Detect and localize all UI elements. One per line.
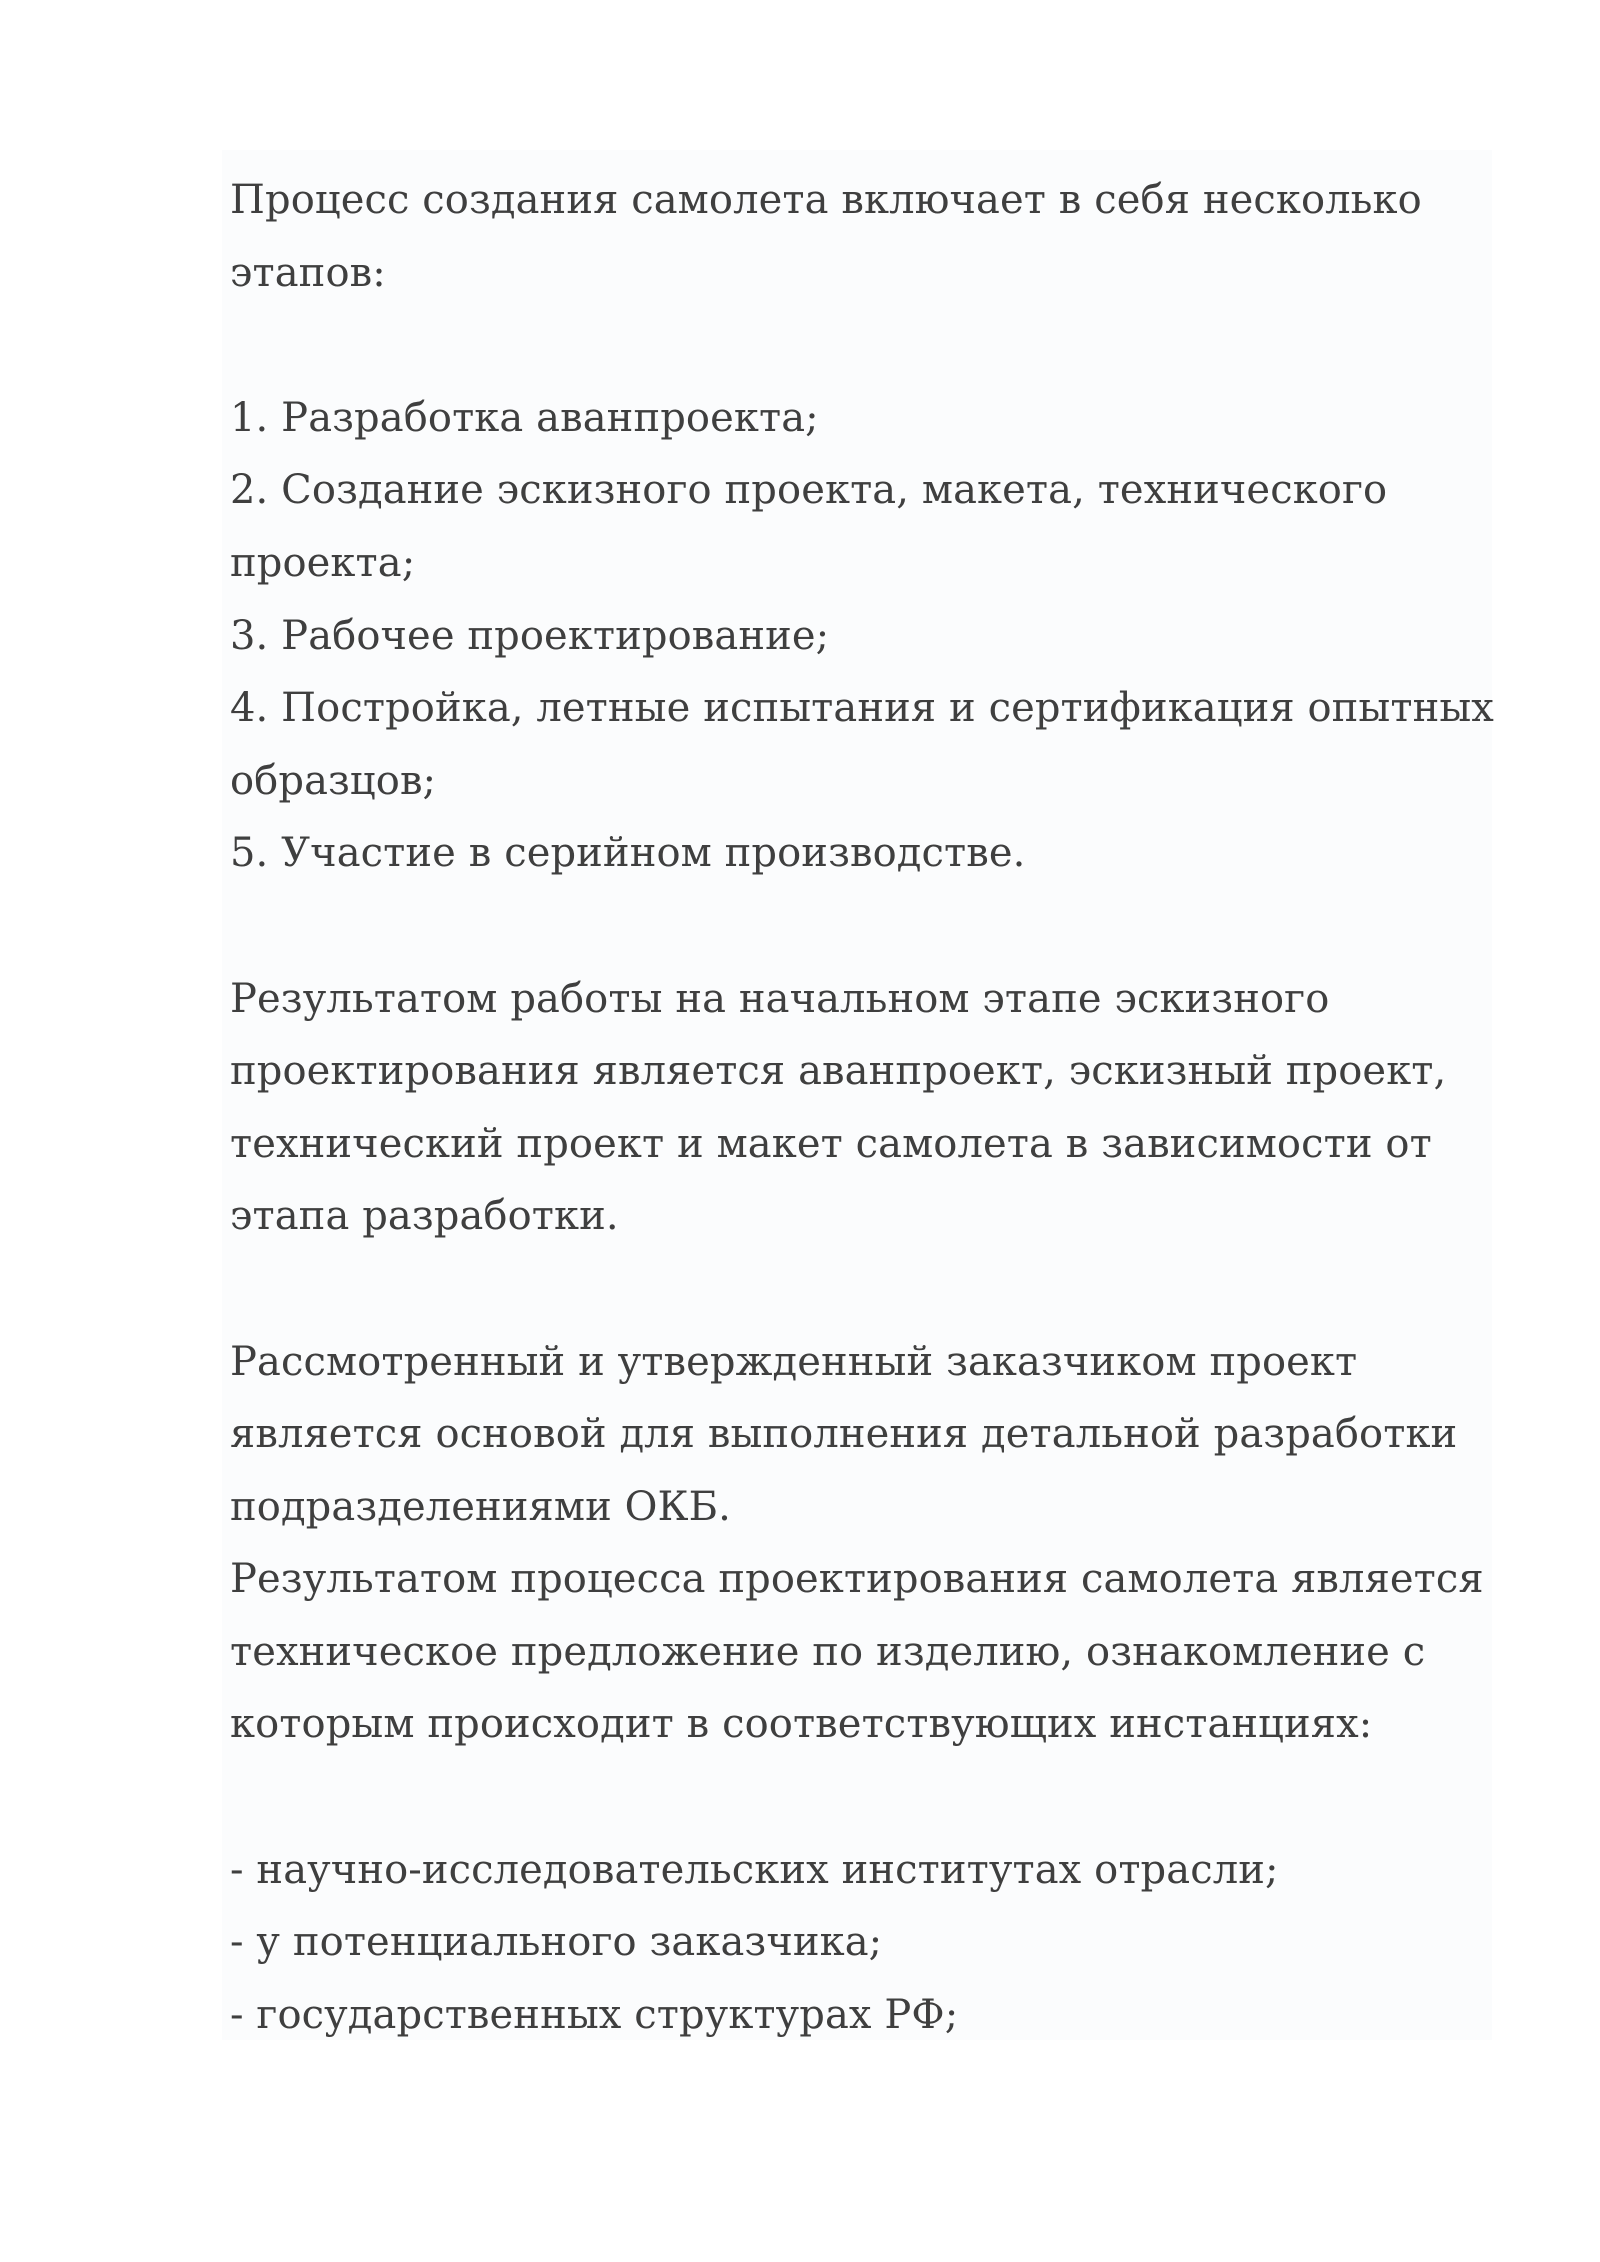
text-line: Результатом работы на начальном этапе эскизного — [230, 975, 1330, 1022]
text-line: Рассмотренный и утвержденный заказчиком проект — [230, 1338, 1358, 1385]
list-item-continuation: образцов; — [230, 757, 437, 804]
blank-line — [230, 1253, 1492, 1326]
list-item-continuation: проекта; — [230, 539, 416, 586]
text-line: является основой для выполнения детальной разработки — [230, 1411, 1458, 1458]
text-line: которым происходит в соответствующих инстанциях: — [230, 1701, 1373, 1748]
text-line: проектирования является аванпроект, эскизный проект, — [230, 1048, 1447, 1095]
list-item: 5. Участие в серийном производстве. — [230, 830, 1026, 877]
list-item: 3. Рабочее проектирование; — [230, 612, 830, 659]
text-line: техническое предложение по изделию, ознакомление с — [230, 1628, 1426, 1675]
text-line: технический проект и макет самолета в зависимости от — [230, 1120, 1432, 1167]
text-line: этапов: — [230, 249, 386, 296]
text-line: Процесс создания самолета включает в себя несколько — [230, 177, 1422, 223]
blank-line — [230, 890, 1492, 963]
bullet-item: - у потенциального заказчика; — [230, 1919, 883, 1966]
list-item: 4. Постройка, летные испытания и сертификация опытных — [230, 685, 1494, 732]
bullet-item: - государственных структурах РФ; — [230, 1991, 959, 2038]
text-line: подразделениями ОКБ. — [230, 1483, 731, 1530]
text-line: этапа разработки. — [230, 1193, 619, 1240]
blank-line — [230, 309, 1492, 382]
text-line: Результатом процесса проектирования самолета является — [230, 1556, 1484, 1603]
document-lines — [230, 164, 1492, 2051]
bullet-item: - научно-исследовательских институтах отрасли; — [230, 1846, 1279, 1893]
blank-line — [230, 1761, 1492, 1834]
list-item: 2. Создание эскизного проекта, макета, технического — [230, 467, 1388, 514]
list-item: 1. Разработка аванпроекта; — [230, 394, 819, 441]
document-text-block — [222, 150, 1492, 2040]
